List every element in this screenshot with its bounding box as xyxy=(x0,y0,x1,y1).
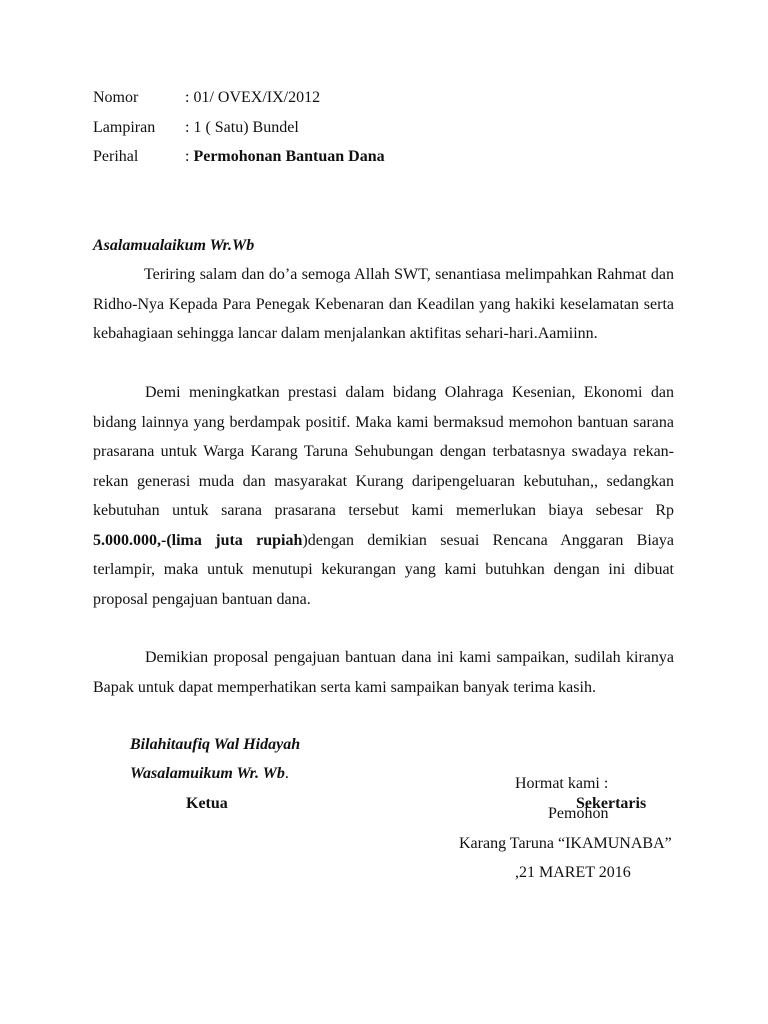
requested-amount: 5.000.000,-(lima juta rupiah xyxy=(93,531,303,549)
perihal-label: Perihal xyxy=(93,148,139,165)
closing-line-2-dot: . xyxy=(284,765,289,782)
greeting: Asalamualaikum Wr.Wb xyxy=(93,237,255,254)
closing-line-2-text: Wasalamuikum Wr. Wb xyxy=(130,765,285,782)
paragraph-3: Demikian proposal pengajuan bantuan dana ini kami sampaikan, sudilah kiranya Bapak untuk dapat memperhatikan serta kami sampaikan banyak terima kasih. xyxy=(93,649,674,696)
perihal-colon: : xyxy=(185,148,194,165)
lampiran-value: : 1 ( Satu) Bundel xyxy=(185,119,299,136)
paragraph-2-text-b: )dengan demikian sesuai Rencana Anggaran Biaya terlampir, maka untuk menutupi kekurangan yang kami butuhkan dengan ini dibuat proposal pengajuan bantuan dana. xyxy=(93,531,674,608)
nomor-label: Nomor xyxy=(93,89,139,106)
nomor-value: : 01/ OVEX/IX/2012 xyxy=(185,89,321,106)
closing-line-2 xyxy=(130,764,289,784)
sekertaris-label: Sekertaris xyxy=(576,795,647,812)
paragraph-2-text-a: Demi meningkatkan prestasi dalam bidang Olahraga Kesenian, Ekonomi dan bidang lainnya yang berdampak positif. Maka kami bermaksud memohon bantuan sarana prasarana untuk Warga Karang Taruna Sehubungan dengan terbatasnya swadaya rekan-rekan generasi muda dan masyarakat Kurang daripengeluaran kebutuhan,, sedangkan kebutuhan untuk sarana prasarana tersebut kami memerlukan biaya sebesar Rp xyxy=(93,384,674,519)
perihal-row xyxy=(185,147,385,167)
perihal-value: Permohonan Bantuan Dana xyxy=(193,148,385,165)
paragraph-2 xyxy=(93,378,674,614)
pemohon-label: Pemohon xyxy=(548,805,609,822)
paragraph-1: Teriring salam dan do’a semoga Allah SWT, senantiasa melimpahkan Rahmat dan Ridho-Nya Kepada Para Penegak Kebenaran dan Keadilan yang hakiki keselamatan serta kebahagiaan sehingga lancar dalam menjalankan aktifitas sehari-hari.Aamiinn. xyxy=(93,266,674,342)
hormat-kami: Hormat kami : xyxy=(515,775,609,792)
organization-name: Karang Taruna “IKAMUNABA” xyxy=(459,835,672,852)
letter-date: ,21 MARET 2016 xyxy=(515,864,631,881)
closing-line-1: Bilahitaufiq Wal Hidayah xyxy=(130,736,301,753)
lampiran-label: Lampiran xyxy=(93,119,156,136)
ketua-label: Ketua xyxy=(186,795,228,812)
